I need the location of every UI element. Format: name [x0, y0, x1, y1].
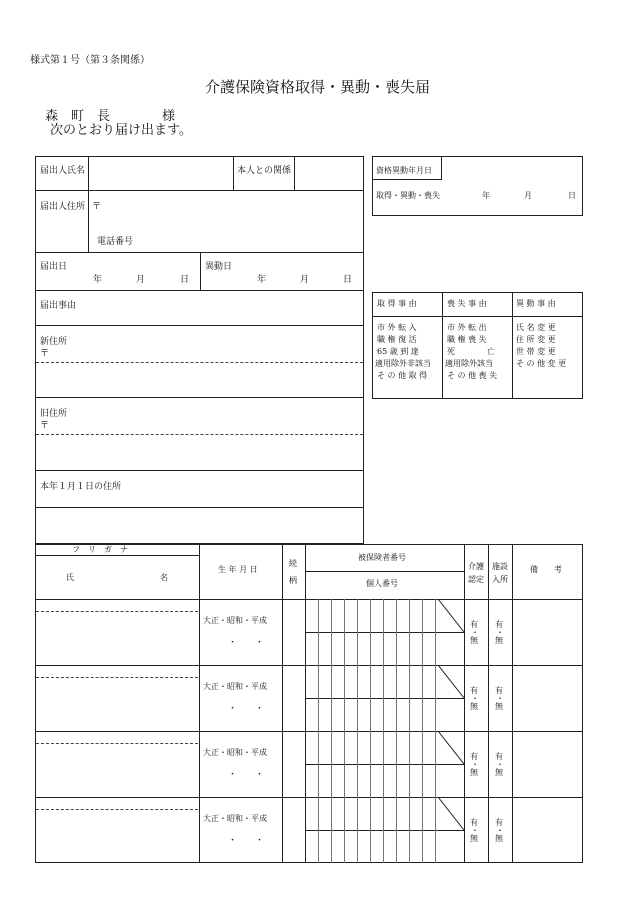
loss-item[interactable]: 死 亡	[447, 347, 495, 356]
facility-yes-option[interactable]: 有	[495, 752, 503, 761]
care-dot: ・	[471, 628, 479, 637]
acquisition-item[interactable]: 職 権 復 活	[377, 335, 417, 344]
loss-header: 喪 失 事 由	[447, 299, 487, 308]
era-options[interactable]: 大正・昭和・平成	[203, 748, 267, 757]
name-field[interactable]	[37, 745, 198, 795]
remarks-label: 備 考	[530, 565, 562, 574]
name-label-2: 名	[160, 573, 168, 582]
remarks-field[interactable]	[514, 600, 581, 664]
furigana-field[interactable]	[37, 732, 198, 742]
era-options[interactable]: 大正・昭和・平成	[203, 814, 267, 823]
new-address-label: 新住所	[40, 337, 68, 347]
day-label: 日	[568, 191, 576, 200]
loss-item[interactable]: 市 外 転 出	[447, 323, 487, 332]
care-dot: ・	[471, 760, 479, 769]
relation-field[interactable]	[284, 732, 304, 796]
diagonal-line	[438, 599, 464, 632]
furigana-label: フ リ ガ ナ	[72, 545, 128, 554]
diagonal-line	[438, 797, 464, 830]
care-no-option[interactable]: 無	[470, 768, 478, 777]
furigana-divider	[36, 611, 198, 612]
name-field[interactable]	[37, 811, 198, 861]
acquisition-header: 取 得 事 由	[377, 299, 417, 308]
facility-label-1: 施設	[492, 562, 508, 571]
acquisition-item[interactable]: 適用除外非該当	[375, 359, 431, 368]
change-item[interactable]: 世 帯 変 更	[516, 347, 556, 356]
loss-item[interactable]: そ の 他 喪 失	[447, 371, 498, 380]
diagonal-line	[438, 731, 464, 764]
date-dots: ・ ・	[228, 704, 265, 714]
insured-number-field[interactable]	[306, 732, 438, 763]
relation-field[interactable]	[296, 158, 362, 188]
insured-number-field[interactable]	[306, 798, 438, 829]
change-item[interactable]: 住 所 変 更	[516, 335, 556, 344]
care-yes-option[interactable]: 有	[470, 686, 478, 695]
new-address-field[interactable]	[52, 328, 362, 394]
relation-label-1: 続	[289, 559, 297, 568]
facility-yes-option[interactable]: 有	[495, 818, 503, 827]
applicant-name-field[interactable]	[90, 158, 231, 188]
acquisition-item[interactable]: そ の 他 取 得	[377, 371, 428, 380]
month-label: 月	[300, 275, 310, 285]
month-label: 月	[524, 191, 532, 200]
month-label: 月	[136, 275, 146, 285]
furigana-field[interactable]	[37, 600, 198, 610]
care-dot: ・	[471, 826, 479, 835]
furigana-divider	[36, 743, 198, 744]
diagonal-slash	[438, 599, 464, 632]
facility-no-option[interactable]: 無	[495, 768, 503, 777]
jan1-address-field[interactable]	[37, 509, 362, 542]
relation-label: 本人との関係	[237, 166, 292, 176]
furigana-field[interactable]	[37, 666, 198, 676]
facility-yes-option[interactable]: 有	[495, 620, 503, 629]
postal-mark: 〒	[40, 421, 50, 431]
jan1-address-label: 本年１月１日の住所	[40, 482, 122, 492]
birth-label: 生 年 月 日	[218, 565, 258, 574]
old-address-field[interactable]	[52, 400, 362, 466]
insured-number-field[interactable]	[306, 600, 438, 631]
postal-mark: 〒	[40, 349, 50, 359]
submit-date-label: 届出日	[40, 262, 68, 272]
addressee: 森 町 長 様	[45, 109, 176, 124]
facility-dot: ・	[496, 760, 504, 769]
day-label: 日	[343, 275, 353, 285]
date-dots: ・ ・	[228, 836, 265, 846]
individual-number-field[interactable]	[306, 831, 463, 862]
facility-yes-option[interactable]: 有	[495, 686, 503, 695]
relation-field[interactable]	[284, 600, 304, 664]
reasons-table	[372, 292, 583, 399]
year-label: 年	[257, 275, 267, 285]
furigana-divider	[36, 677, 198, 678]
individual-number-field[interactable]	[306, 765, 463, 796]
old-address-label: 旧住所	[40, 409, 68, 419]
relation-field[interactable]	[284, 666, 304, 730]
acquisition-item[interactable]: 65 歳 到 達	[377, 347, 419, 356]
remarks-field[interactable]	[514, 732, 581, 796]
insured-number-field[interactable]	[306, 666, 438, 697]
year-label: 年	[482, 191, 490, 200]
furigana-field[interactable]	[37, 798, 198, 808]
remarks-field[interactable]	[514, 798, 581, 862]
facility-no-option[interactable]: 無	[495, 636, 503, 645]
care-label-1: 介護	[468, 562, 484, 571]
applicant-name-label: 届出人氏名	[40, 166, 86, 176]
facility-label-2: 入所	[492, 575, 508, 584]
era-options[interactable]: 大正・昭和・平成	[203, 616, 267, 625]
loss-item[interactable]: 職 権 喪 失	[447, 335, 487, 344]
diagonal-slash	[438, 797, 464, 830]
applicant-address-field[interactable]	[104, 194, 362, 224]
reason-label: 届出事由	[40, 301, 77, 311]
care-yes-option[interactable]: 有	[470, 752, 478, 761]
name-label-1: 氏	[66, 573, 74, 582]
change-item[interactable]: そ の 他 変 更	[516, 359, 567, 368]
change-item[interactable]: 氏 名 変 更	[516, 323, 556, 332]
era-options[interactable]: 大正・昭和・平成	[203, 682, 267, 691]
qualification-date-block	[372, 156, 583, 216]
facility-dot: ・	[496, 694, 504, 703]
care-no-option[interactable]: 無	[470, 834, 478, 843]
care-no-option[interactable]: 無	[470, 702, 478, 711]
change-header: 異 動 事 由	[516, 299, 556, 308]
date-dots: ・ ・	[228, 638, 265, 648]
applicant-address-label: 届出人住所	[40, 202, 86, 212]
phone-label: 電話番号	[97, 237, 134, 247]
name-field[interactable]	[37, 613, 198, 663]
care-label-2: 認定	[468, 575, 484, 584]
diagonal-line	[438, 665, 464, 698]
name-field[interactable]	[37, 679, 198, 729]
reason-field[interactable]	[90, 294, 362, 322]
phone-field[interactable]	[140, 232, 362, 250]
form-number: 様式第１号（第３条関係）	[30, 55, 150, 66]
date-dots: ・ ・	[228, 770, 265, 780]
intro-text: 次のとおり届け出ます。	[50, 123, 192, 138]
form-title: 介護保険資格取得・異動・喪失届	[205, 78, 431, 96]
individual-number-field[interactable]	[306, 699, 463, 730]
facility-dot: ・	[496, 826, 504, 835]
care-yes-option[interactable]: 有	[470, 620, 478, 629]
remarks-field[interactable]	[514, 666, 581, 730]
diagonal-slash	[438, 731, 464, 764]
care-dot: ・	[471, 694, 479, 703]
furigana-divider	[36, 809, 198, 810]
insured-number-label: 被保険者番号	[358, 553, 406, 562]
facility-no-option[interactable]: 無	[495, 702, 503, 711]
qualification-date-label: 資格異動年月日	[376, 166, 432, 175]
relation-field[interactable]	[284, 798, 304, 862]
qualification-types: 取得・異動・喪失	[376, 191, 440, 200]
care-no-option[interactable]: 無	[470, 636, 478, 645]
postal-mark: 〒	[92, 202, 102, 212]
individual-number-label: 個人番号	[366, 579, 398, 588]
individual-number-field[interactable]	[306, 633, 463, 664]
facility-no-option[interactable]: 無	[495, 834, 503, 843]
care-yes-option[interactable]: 有	[470, 818, 478, 827]
acquisition-item[interactable]: 市 外 転 入	[377, 323, 417, 332]
year-label: 年	[93, 275, 103, 285]
day-label: 日	[180, 275, 190, 285]
loss-item[interactable]: 適用除外該当	[445, 359, 493, 368]
facility-dot: ・	[496, 628, 504, 637]
change-date-label: 異動日	[205, 262, 233, 272]
diagonal-slash	[438, 665, 464, 698]
relation-label-2: 柄	[289, 576, 297, 585]
